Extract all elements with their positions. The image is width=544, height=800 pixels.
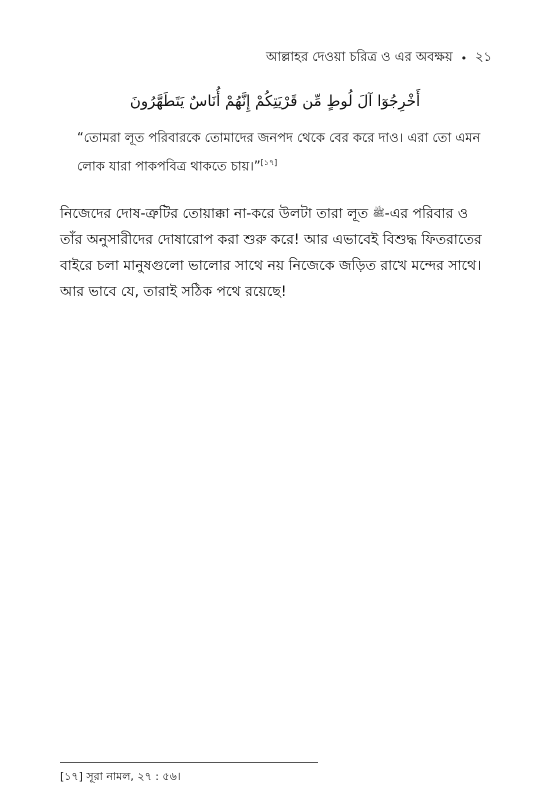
body-text-part-2: -এর পরিবার ও তাঁর অনুসারীদের দোষারোপ করা শুরু করে! আর এভাবেই বিশুদ্ধ ফিতরাতের বাইরে চলা মানুষগুলো ভালোর সাথে নয় নিজেকে জড়িত রাখে মন্দের সাথে। আর ভাবে যে, তারাই সঠিক পথে রয়েছে! <box>60 206 482 300</box>
translation-text: “তোমরা লূত পরিবারকে তোমাদের জনপদ থেকে বের করে দাও। এরা তো এমন লোক যারা পাকপবিত্র থাকতে চায়।” <box>77 131 481 175</box>
verse-translation <box>77 127 487 179</box>
salawat-symbol: ﷺ <box>372 208 385 219</box>
footnote-reference: [১৭] <box>260 158 278 167</box>
header-bullet: • <box>460 52 468 65</box>
running-header <box>266 48 492 69</box>
body-text-part-1: নিজেদের দোষ-ত্রুটির তোয়াক্কা না-করে উলটা তারা লূত <box>60 206 373 222</box>
chapter-title: আল্লাহর দেওয়া চরিত্র ও এর অবক্ষয় <box>265 50 453 65</box>
footnote-divider <box>60 762 318 763</box>
page-number: ২১ <box>475 50 492 65</box>
footnote: [১৭] সূরা নামল, ২৭ : ৫৬। <box>60 770 181 783</box>
quran-verse: أَخْرِجُوٓا آلَ لُوطٍ مِّن قَرْيَتِكُمْ إِنَّهُمْ أُنَاسٌ يَتَطَهَّرُونَ <box>129 92 421 110</box>
body-paragraph <box>60 201 492 305</box>
